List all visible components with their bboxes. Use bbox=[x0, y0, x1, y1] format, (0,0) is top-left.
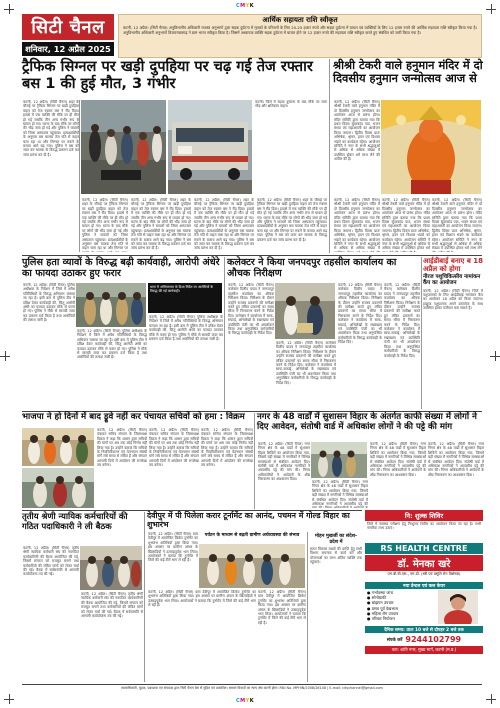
lead-body-col4: कटनी, 12 अप्रैल। (सिटी चैनल) शहर के चौराहे पर ट्रैफिक सिग्नल पर खड़ी दुपहिया वाहन को तेज रफ्तार बस ने रौंद दिया। हादसे में एक व्यक्ति की मौके पर ही मौत हो गई जबकि तीन अन्य गंभीर रूप से घायल हो गए। घटना के बाद मौके पर लोगों की भीड़ जमा हो गई और पुलिस ने घायलों को जिला अस्पताल पहुंचाया। प्रत्यक्षदर्शियों के अनुसार बस चालक तेज गति से वाहन चला रहा था और सिग्नल पर रुकने के बजाय आगे बढ़ गया। पुलिस ने बस को जब्त कर चालक के विरुद्ध प्रकरण दर्ज कर जांच प्रारंभ कर दी है। bbox=[194, 198, 254, 251]
police-body-col2: कटनी, 12 अप्रैल। (सिटी चैनल) पुलिस अधीक्षक के निर्देशन में जिले में अवैध गतिविधियों के विरुद्ध अभियान चलाया जा रहा है। इसी क्रम में पुलिस टीम ने दबिश देकर कार्यवाही की, किंतु आरोपी अंधेरे का फायदा उठाकर मौके से फरार हो गए। पुलिस ने मौके से सामग्री जब्त कर प्रकरण दर्ज किया है तथा आरोपियों की तलाश जारी है। bbox=[77, 329, 147, 360]
devotion-sidebox bbox=[307, 532, 364, 682]
service-item: ● महिला रोग उपचार bbox=[367, 610, 399, 616]
collector-photo bbox=[275, 283, 335, 339]
lead-headline-block bbox=[22, 59, 327, 93]
doctor-photo bbox=[438, 590, 478, 624]
devotion-photo bbox=[199, 544, 305, 588]
bjp-body-col2: कटनी, 12 अप्रैल। (सिटी चैनल) पंचायत सचिव संगठन के जिलाध्यक्ष विक्रम ने कहा कि शासन द्वारा सचिवों की मांगों पर अब तक कोई निर्णय नहीं लिया गया है। उन्होंने बताया कि सचिवों के नियमितीकरण एवं वेतनमान संबंधी मांगें लंबे समय से लंबित हैं और संगठन आगामी दिनों में आंदोलन की रूपरेखा तय करेगा। bbox=[149, 428, 199, 468]
camp-title: आईडीबाई बनाए ब 18 अप्रैल को होगा bbox=[423, 257, 484, 274]
bjp-headline: भाजपा ने हो दिनों में बाद ड्रूवे नहीं कर पंचायत सचिवों को हमा : विक्रम bbox=[22, 412, 245, 422]
timing-bar: दैनिक समय: प्रातः 10 बजे से दोपहर 2 बजे तक bbox=[365, 626, 483, 633]
temple-body-col1: कटनी, 12 अप्रैल। (सिटी चैनल) श्रीश्री टेकरी वाले हनुमान मंदिर में दो दिवसीय हनुमान जन्मोत्सव का आयोजन आज से प्रारंभ होगा। मंदिर समिति द्वारा बताया गया कि प्रथम दिवस सुंदरकांड पाठ, भजन संध्या एवं महाआरती का आयोजन किया जाएगा। द्वितीय दिवस प्रातः अभिषेक, श्रृंगार, हवन एवं विशाल भंडारे का कार्यक्रम रहेगा। आयोजन समिति ने नगर के सभी श्रद्धालुओं से अधिक से अधिक संख्या में उपस्थित होकर धर्म लाभ लेने की अपील की है। bbox=[334, 100, 380, 162]
masthead-logo bbox=[22, 14, 114, 40]
logo-text: सिटी चैनल bbox=[31, 17, 105, 38]
service-item: ● सोनोग्राफी bbox=[367, 595, 387, 601]
devotion-headline-block bbox=[147, 512, 363, 530]
timing-text: प्रातः 10 बजे से दोपहर 2 बजे तक bbox=[406, 627, 464, 633]
cmyk-label-bottom: CMYK bbox=[236, 698, 255, 704]
camp-body: कटनी, 12 अप्रैल। (सिटी चैनल) जिले में पशुपालकों के लिए आईडीबाई नामांकन कैंप का आयोजन 18 अप्रैल को किया जाएगा। इच्छुक पशुपालक अपने दस्तावेज के साथ उपस्थित होकर पंजीयन करा सकते हैं। bbox=[423, 288, 483, 311]
police-photo bbox=[76, 283, 146, 327]
doctor-qualifications: एम.बी.बी.एस., एम.डी. (स्त्री एवं प्रसूति रोग विशेषज्ञ) bbox=[387, 571, 461, 576]
registration-mark bbox=[0, 351, 10, 361]
temple-photo-hanuman bbox=[381, 100, 481, 194]
devotion-sub: पर्यटन के माध्यम से बढ़ती ग्रामीण अर्थव्यवस्था की संभाव bbox=[204, 533, 300, 538]
temple-headline-block bbox=[333, 59, 483, 85]
cmyk-label-top: CMYK bbox=[236, 3, 255, 9]
devotion-body-col1: कटनी, 12 अप्रैल। (सिटी चैनल) ग्राम देवीपुर में आयोजित क्रिकेट टूर्नामेंट का शुभारंभ अतिथियों द्वारा किया गया। इस अवसर पर ग्रामीण अंचल के खिलाड़ियों ने उत्साहपूर्वक भाग लिया। आयोजकों ने बताया कि टूर्नामेंट में जिले की कई टीमें भाग ले रही हैं। bbox=[148, 532, 198, 563]
devotion-body-col2: कटनी, 12 अप्रैल। (सिटी चैनल) ग्राम देवीपुर में आयोजित क्रिकेट टूर्नामेंट का शुभारंभ अतिथियों द्वारा किया गया। इस अवसर पर ग्रामीण अंचल के खिलाड़ियों ने उत्साहपूर्वक भाग लिया। आयोजकों ने बताया कि टूर्नामेंट में जिले की कई टीमें भाग ले रही हैं। bbox=[148, 590, 256, 608]
nagar-body-col1: कटनी, 12 अप्रैल। (सिटी चैनल) नगर निगम क्षेत्र के 48 वार्डों में सुशासन विहार शिविरों का आयोजन किया गया, जिसमें बड़ी संख्या में नागरिकों ने विभिन्न समस्याओं से संबंधित आवेदन दिए। संतोषी वार्ड में अधिकांश नागरिकों ने आवासीय पट्टे की मांग की। निगम अधिकारियों ने आवेदनों के शीघ्र निराकरण का आश्वासन दिया। bbox=[258, 442, 310, 482]
police-body-col3: कटनी, 12 अप्रैल। (सिटी चैनल) पुलिस अधीक्षक के निर्देशन में जिले में अवैध गतिविधियों के विरुद्ध अभियान चलाया जा रहा है। इसी क्रम में पुलिस टीम ने दबिश देकर कार्यवाही की, किंतु आरोपी अंधेरे का फायदा उठाकर मौके से फरार हो गए। पुलिस ने मौके से सामग्री जब्त कर प्रकरण दर्ज किया है तथा आरोपियों की तलाश जारी है। bbox=[149, 315, 223, 342]
bjp-photo-1 bbox=[22, 428, 94, 466]
devotion-box-text: सतत विकास लक्ष्यों की प्राप्ति हेतु सभी विभाग समन्वय से कार्य करें और योजनाओं का लाभ अंतिम व्यक्ति तक पहुंचाएं। bbox=[310, 547, 362, 565]
phone-number[interactable]: 9244102799 bbox=[405, 635, 462, 644]
health-address: पता: शांति नगर, मुख्य मार्ग, कटनी (म.प्र.) bbox=[365, 646, 483, 654]
services-title: नया डेन्टल एवं कल केयर bbox=[365, 582, 483, 589]
police-caption: थाना में अभियानरत के दिशा निर्देश पर आरोपियों के विरुद्ध की गई कार्यवाही। bbox=[150, 285, 213, 294]
lead-body-col3: कटनी, 12 अप्रैल। (सिटी चैनल) शहर के चौराहे पर ट्रैफिक सिग्नल पर खड़ी दुपहिया वाहन को तेज रफ्तार बस ने रौंद दिया। हादसे में एक व्यक्ति की मौके पर ही मौत हो गई जबकि तीन अन्य गंभीर रूप से घायल हो गए। घटना के बाद मौके पर लोगों की भीड़ जमा हो गई और पुलिस ने घायलों को जिला अस्पताल पहुंचाया। प्रत्यक्षदर्शियों के अनुसार बस चालक तेज गति से वाहन चला रहा था और सिग्नल पर रुकने के बजाय आगे बढ़ गया। पुलिस ने बस को जब्त कर चालक के विरुद्ध प्रकरण दर्ज कर जांच प्रारंभ कर दी है। bbox=[131, 198, 191, 251]
bjp-body-col1: कटनी, 12 अप्रैल। (सिटी चैनल) पंचायत सचिव संगठन के जिलाध्यक्ष विक्रम ने कहा कि शासन द्वारा सचिवों की मांगों पर अब तक कोई निर्णय नहीं लिया गया है। उन्होंने बताया कि सचिवों के नियमितीकरण एवं वेतनमान संबंधी मांगें लंबे समय से लंबित हैं और संगठन आगामी दिनों में आंदोलन की रूपरेखा तय करेगा। bbox=[97, 428, 147, 468]
nagar-body-col2: कटनी, 12 अप्रैल। (सिटी चैनल) नगर निगम क्षेत्र के 48 वार्डों में सुशासन विहार शिविरों का आयोजन किया गया, जिसमें बड़ी संख्या में नागरिकों ने विभिन्न समस्याओं से संबंधित आवेदन दिए। संतोषी वार्ड में अधिकांश नागरिकों ने आवासीय पट्टे की bbox=[312, 480, 368, 507]
lead-photo-bus bbox=[168, 100, 252, 194]
dateline-bar bbox=[22, 42, 114, 56]
bjp-headline-block bbox=[22, 413, 252, 423]
collector-body-col3: कटनी, 12 अप्रैल। (सिटी चैनल) कलेक्टर दिलीप यादव ने जनपदपुर तहसील कार्यालय का औचक निरीक्षण किया। निरीक्षण के दौरान उन्होंने राजस्व प्रकरणों की समीक्षा करते हुए लंबित प्रकरणों का समय सीमा में निराकरण करने के निर्देश दिए। कलेक्टर ने कार्यालय में साफ-सफाई, अभिलेखों के रखरखाव एवं उपस्थिति पंजी का भी अवलोकन किया तथा अनुपस्थित कर्मचारियों के विरुद्ध कार्यवाही के निर्देश दिए। bbox=[338, 283, 382, 345]
dateline: शनिवार, 12 अप्रैल 2025 bbox=[25, 43, 111, 54]
footer-imprint: स्वत्वाधिकारी, मुद्रक, प्रकाशक एवं संपादक द्वारा सिटी चैनल प्रेस से मुद्रित एवं प्रकाशित। समस्त विवादों का न्याय क्षेत्र कटनी होगा। RNI No. MPHIN/2008/26148 | E-mail: citychannel@gmail.com bbox=[121, 686, 383, 690]
service-item: ● बांझपन उपचार bbox=[367, 600, 394, 606]
police-headline-block bbox=[22, 257, 222, 279]
nagar-body-col4: कटनी, 12 अप्रैल। (सिटी चैनल) नगर निगम क्षेत्र के 48 वार्डों में सुशासन विहार शिविरों का आयोजन किया गया, जिसमें बड़ी संख्या में नागरिकों ने विभिन्न समस्याओं से संबंधित आवेदन दिए। संतोषी वार्ड में अधिकांश नागरिकों ने आवासीय पट्टे की मांग की। निगम अधिकारियों ने आवेदनों के शीघ्र निराकरण का आश्वासन दिया। bbox=[428, 442, 484, 477]
devotion-headline: देवीपुर में पी पिलेला करार टूर्नामेंट का आनंद, पचमन में गोल्ड विहार का शुभारंभ bbox=[147, 511, 350, 529]
service-item: ● गर्भावस्था जांच bbox=[367, 590, 393, 595]
teachers-body-col2: कटनी, 12 अप्रैल। (सिटी चैनल) तृतीय श्रेणी न्यायिक कर्मचारी संघ की नवगठित कार्यकारिणी की बैठक आयोजित की गई, जिसमें संगठन को मजबूत बनाने तथा कर्मचारियों की लंबित मांगों को लेकर चर्चा की गई। बैठक में सर्वसम्मति से आगामी कार्ययोजना तय की गई। bbox=[81, 592, 143, 619]
teachers-body-col1: कटनी, 12 अप्रैल। (सिटी चैनल) तृतीय श्रेणी न्यायिक कर्मचारी संघ की नवगठित कार्यकारिणी की बैठक आयोजित की गई, जिसमें संगठन को मजबूत बनाने तथा कर्मचारियों की लंबित मांगों को लेकर चर्चा की गई। बैठक में सर्वसम्मति से आगामी कार्ययोजना तय की गई। bbox=[23, 546, 79, 577]
devotion-subhead bbox=[199, 532, 305, 538]
lead-body-col1: कटनी, 12 अप्रैल। (सिटी चैनल) शहर के चौराहे पर ट्रैफिक सिग्नल पर खड़ी दुपहिया वाहन को तेज रफ्तार बस ने रौंद दिया। हादसे में एक व्यक्ति की मौके पर ही मौत हो गई जबकि तीन अन्य गंभीर रूप से घायल हो गए। घटना के बाद मौके पर लोगों की भीड़ जमा हो गई और पुलिस ने घायलों को जिला अस्पताल पहुंचाया। प्रत्यक्षदर्शियों के अनुसार बस चालक तेज गति से वाहन चला रहा था और सिग्नल पर रुकने के बजाय आगे बढ़ गया। पुलिस ने बस को जब्त कर चालक के विरुद्ध प्रकरण दर्ज कर जांच प्रारंभ कर दी है। bbox=[23, 100, 79, 157]
strap-text: कटनी, 12 अप्रैल। (सिटी चैनल) अनुविभागीय अधिकारी राजस्व अनुभागों द्वारा सड़क दुर्घटना में मृतकों के परिजनों के लिए 25-25 हजार रुपये और सड़क दुर्घटना में घायल एवं व्यक्तियों के लिए 12 हजार रुपये की आर्थिक सहायता राशि स्वीकृत किया गया है। अनुविभागीय अधिकारी अनुभागों विजयराघवगढ़ ने ग्राम भारत स्वीकृत किया है। जिसमें अध्यापक व्यक्ति सड़क दुर्घटना में घायल होने पर 12 हजार रुपये की सहायता राशि स्वीकृत करते हुए संबंधित को जारी किया गया है। bbox=[123, 25, 477, 35]
camp-subtitle: नीरज पशुचिकित्सीय नामांकन कैंप का आयोजन bbox=[423, 274, 481, 287]
temple-body-col2: कटनी, 12 अप्रैल। (सिटी चैनल) श्रीश्री टेकरी वाले हनुमान मंदिर में दो दिवसीय हनुमान जन्मोत्सव का आयोजन आज से प्रारंभ होगा। मंदिर समिति द्वारा बताया गया कि प्रथम दिवस सुंदरकांड पाठ, भजन संध्या एवं महाआरती का आयोजन किया जाएगा। द्वितीय दिवस प्रातः अभिषेक, श्रृंगार, हवन एवं विशाल भंडारे का कार्यक्रम रहेगा। आयोजन समिति ने नगर के सभी श्रद्धालुओं से अधिक से अधिक संख्या में bbox=[334, 198, 380, 251]
registration-mark bbox=[486, 694, 496, 704]
teachers-photo bbox=[80, 546, 142, 590]
service-item: ● परिवार नियोजन bbox=[367, 616, 395, 622]
collector-headline-block bbox=[227, 257, 417, 279]
free-camp-title: नि: शुल्क शिविर bbox=[365, 510, 483, 521]
temple-body-col3: कटनी, 12 अप्रैल। (सिटी चैनल) श्रीश्री टेकरी वाले हनुमान मंदिर में दो दिवसीय हनुमान जन्मोत्सव का आयोजन आज से प्रारंभ होगा। मंदिर समिति द्वारा बताया गया कि प्रथम दिवस सुंदरकांड पाठ, भजन संध्या एवं महाआरती का आयोजन किया जाएगा। द्वितीय दिवस प्रातः अभिषेक, श्रृंगार, हवन एवं विशाल भंडारे का कार्यक्रम रहेगा। आयोजन समिति ने नगर के सभी श्रद्धालुओं से अधिक से अधिक संख्या में उपस्थित होकर धर्म bbox=[382, 198, 430, 251]
lead-body-col5: कटनी, 12 अप्रैल। (सिटी चैनल) शहर के चौराहे पर ट्रैफिक सिग्नल पर खड़ी दुपहिया वाहन को तेज रफ्तार बस ने रौंद दिया। हादसे में एक व्यक्ति की मौके पर ही मौत हो गई जबकि तीन अन्य गंभीर रूप से घायल हो गए। घटना के बाद मौके पर लोगों की भीड़ जमा हो गई और पुलिस ने घायलों को जिला अस्पताल पहुंचाया। प्रत्यक्षदर्शियों के अनुसार बस चालक तेज गति से वाहन चला रहा था और सिग्नल पर रुकने के बजाय आगे बढ़ गया। पुलिस ने बस को जब्त कर चालक के विरुद्ध प्रकरण दर्ज कर जांच प्रारंभ कर दी है। bbox=[257, 198, 327, 242]
phone-label: संपर्क करें bbox=[386, 637, 403, 643]
temple-headline: श्रीश्री टेकरी वाले हनुमान मंदिर में दो दिवसीय हनुमान जन्मोत्सव आज से bbox=[333, 58, 483, 86]
registration-mark bbox=[4, 4, 14, 14]
health-brand: RS HEALTH CENTRE bbox=[365, 543, 483, 554]
registration-mark bbox=[486, 4, 496, 14]
devotion-body-col3: कटनी, 12 अप्रैल। (सिटी चैनल) ग्राम देवीपुर में आयोजित क्रिकेट टूर्नामेंट का शुभारंभ अतिथियों द्वारा किया गया। इस अवसर पर ग्रामीण अंचल के खिलाड़ियों ने उत्साहपूर्वक भाग लिया। आयोजकों ने बताया कि टूर्नामेंट में जिले की कई टीमें भाग ले रही हैं। bbox=[258, 590, 306, 625]
phone-row bbox=[365, 633, 483, 646]
police-callout bbox=[148, 283, 222, 313]
top-strap bbox=[118, 14, 482, 58]
service-item: ● प्रसव पूर्व देखभाल bbox=[367, 605, 398, 611]
devotion-box-title: मोहन मुखर्जी का संदेश- प्रदेश में bbox=[315, 534, 357, 545]
timing-title: दैनिक समय bbox=[384, 627, 404, 633]
collector-headline: कलेक्टर ने किया जनपदपुर तहसील कार्यालय का औचक निरीक्षण bbox=[227, 257, 397, 280]
police-body-col1: कटनी, 12 अप्रैल। (सिटी चैनल) पुलिस अधीक्षक के निर्देशन में जिले में अवैध गतिविधियों के विरुद्ध अभियान चलाया जा रहा है। इसी क्रम में पुलिस टीम ने दबिश देकर कार्यवाही की, किंतु आरोपी अंधेरे का फायदा उठाकर मौके से फरार हो गए। पुलिस ने मौके से सामग्री जब्त कर प्रकरण दर्ज किया है तथा आरोपियों की तलाश जारी है। bbox=[23, 283, 75, 323]
services-block bbox=[365, 589, 483, 625]
free-camp-text: जिले में स्वास्थ्य परीक्षण हेतु निःशुल्क शिविर का आयोजन किया जा रहा है। सभी नागरिक लाभ उठाएं। bbox=[367, 522, 481, 531]
strap-title: आर्थिक सहायता राशि स्वीकृत bbox=[262, 16, 338, 24]
nagar-body-col3: कटनी, 12 अप्रैल। (सिटी चैनल) नगर निगम क्षेत्र के 48 वार्डों में सुशासन विहार शिविरों का आयोजन किया गया, जिसमें बड़ी संख्या में नागरिकों ने विभिन्न समस्याओं से संबंधित आवेदन दिए। संतोषी वार्ड में अधिकांश नागरिकों ने आवासीय पट्टे की मांग की। निगम अधिकारियों ने आवेदनों के शीघ्र निराकरण का आश्वासन दिया। bbox=[370, 442, 426, 477]
nagar-photo bbox=[311, 442, 367, 478]
teachers-headline: तृतीय श्रेणी न्यायिक कर्मचारियों की गठित पदाधिकारी ने ली बैठक bbox=[22, 511, 128, 531]
lead-photo-crowd bbox=[81, 100, 166, 194]
teachers-headline-block bbox=[22, 512, 140, 531]
nagar-headline: नगर के 48 वार्डों में सुशासन विहार के अंतर्गत काफी संख्या में लोगों ने दिए आवेदन, संतोषी वार्ड में अधिकांश लोगों ने की पट्टे की मांग bbox=[257, 412, 477, 432]
collector-body-col2: कटनी, 12 अप्रैल। (सिटी चैनल) कलेक्टर दिलीप यादव ने जनपदपुर तहसील कार्यालय का औचक निरीक्षण किया। निरीक्षण के दौरान उन्होंने राजस्व प्रकरणों की समीक्षा करते हुए लंबित प्रकरणों का समय सीमा में निराकरण करने के निर्देश दिए। कलेक्टर ने कार्यालय में साफ-सफाई, अभिलेखों के रखरखाव एवं उपस्थिति पंजी का भी अवलोकन किया तथा अनुपस्थित कर्मचारियों के विरुद्ध कार्यवाही के निर्देश दिए। bbox=[276, 341, 336, 385]
temple-body-col4: कटनी, 12 अप्रैल। (सिटी चैनल) श्रीश्री टेकरी वाले हनुमान मंदिर में दो दिवसीय हनुमान जन्मोत्सव का आयोजन आज से प्रारंभ होगा। मंदिर समिति द्वारा बताया गया कि प्रथम दिवस सुंदरकांड पाठ, भजन संध्या एवं महाआरती का आयोजन किया जाएगा। द्वितीय दिवस प्रातः अभिषेक, श्रृंगार, हवन एवं विशाल भंडारे का कार्यक्रम रहेगा। आयोजन समिति ने नगर के सभी श्रद्धालुओं से अधिक से अधिक संख्या में उपस्थित होकर धर्म लाभ लेने bbox=[432, 198, 482, 251]
registration-mark bbox=[490, 351, 500, 361]
nagar-headline-block bbox=[257, 413, 483, 433]
lead-headline: ट्रैफिक सिग्नल पर खड़ी दुपहिया पर चढ़ गई तेज रफ्तार बस 1 की हुई मौत, 3 गंभीर bbox=[22, 58, 313, 92]
collector-body-col1: कटनी, 12 अप्रैल। (सिटी चैनल) कलेक्टर दिलीप यादव ने जनपदपुर तहसील कार्यालय का औचक निरीक्षण किया। निरीक्षण के दौरान उन्होंने राजस्व प्रकरणों की समीक्षा करते हुए लंबित प्रकरणों का समय सीमा में निराकरण करने के निर्देश दिए। कलेक्टर ने कार्यालय में साफ-सफाई, अभिलेखों के रखरखाव एवं उपस्थिति पंजी का भी अवलोकन किया तथा अनुपस्थित कर्मचारियों के विरुद्ध कार्यवाही के निर्देश दिए। bbox=[228, 283, 274, 336]
bjp-photo-2 bbox=[22, 468, 94, 508]
doctor-name: डॉ. मेनका खरे bbox=[365, 555, 483, 571]
police-headline: पुलिस हता व्यावों के विरुद्ध बढ़ी कार्यवाही, आरोपी अंधेरे का फायदा उठाकर हुए फरार bbox=[22, 257, 220, 280]
lead-body-col2: कटनी, 12 अप्रैल। (सिटी चैनल) शहर के चौराहे पर ट्रैफिक सिग्नल पर खड़ी दुपहिया वाहन को तेज रफ्तार बस ने रौंद दिया। हादसे में एक व्यक्ति की मौके पर ही मौत हो गई जबकि तीन अन्य गंभीर रूप से घायल हो गए। घटना के बाद मौके पर लोगों की भीड़ जमा हो गई और पुलिस ने घायलों को जिला अस्पताल पहुंचाया। प्रत्यक्षदर्शियों के अनुसार बस चालक तेज गति से वाहन चला रहा था और सिग्नल पर bbox=[82, 198, 128, 251]
registration-mark bbox=[4, 694, 14, 704]
camp-notice bbox=[423, 257, 483, 371]
lead-caption: कटनी। जिले में सड़क दुर्घटना के बाद मौके पर जमा भीड़ और क्षतिग्रस्त वाहन। bbox=[255, 100, 327, 109]
services-list bbox=[367, 590, 435, 624]
bjp-body-col3: कटनी, 12 अप्रैल। (सिटी चैनल) पंचायत सचिव संगठन के जिलाध्यक्ष विक्रम ने कहा कि शासन द्वारा सचिवों की मांगों पर अब तक कोई निर्णय नहीं लिया गया है। उन्होंने बताया कि सचिवों के नियमितीकरण एवं वेतनमान संबंधी मांगें लंबे समय से लंबित हैं और संगठन आगामी दिनों में आंदोलन की रूपरेखा तय करेगा। bbox=[201, 428, 253, 468]
health-ad bbox=[365, 510, 483, 682]
collector-body-col4: कटनी, 12 अप्रैल। (सिटी चैनल) कलेक्टर दिलीप यादव ने जनपदपुर तहसील कार्यालय का औचक निरीक्षण किया। निरीक्षण के दौरान उन्होंने राजस्व प्रकरणों की समीक्षा करते हुए लंबित प्रकरणों का समय सीमा में निराकरण करने के निर्देश दिए। कलेक्टर ने कार्यालय में साफ-सफाई, अभिलेखों के रखरखाव एवं उपस्थिति पंजी का भी अवलोकन किया तथा अनुपस्थित कर्मचारियों के विरुद्ध कार्यवाही के निर्देश दिए। bbox=[384, 283, 420, 358]
